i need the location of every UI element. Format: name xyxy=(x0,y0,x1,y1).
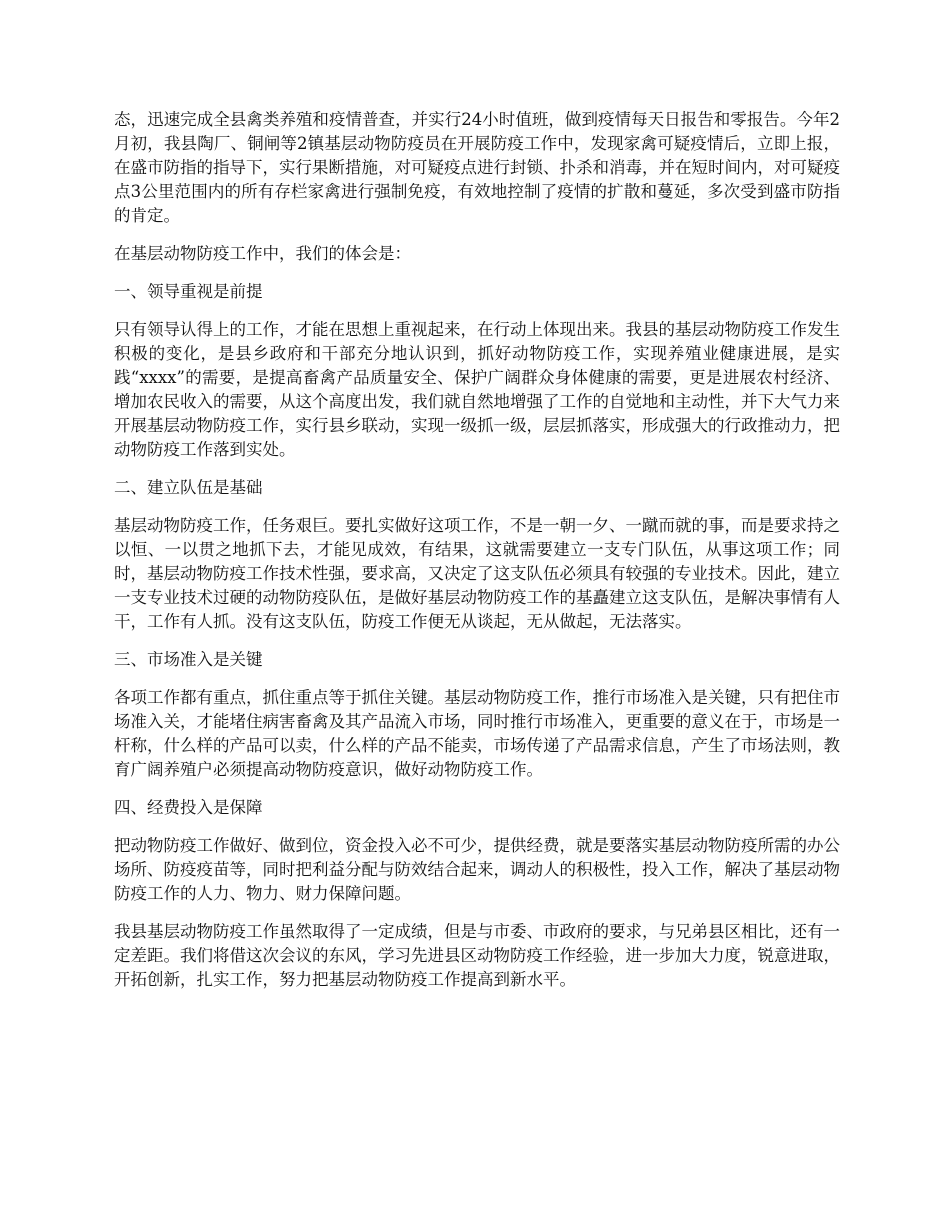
paragraph-funding: 把动物防疫工作做好、做到位，资金投入必不可少，提供经费，就是要落实基层动物防疫所需的办公场所、防疫疫苗等，同时把利益分配与防效结合起来，调动人的积极性，投入工作，解决了基层动物防疫工作的人力、物力、财力保障问题。 xyxy=(114,836,840,903)
paragraph-team: 基层动物防疫工作，任务艰巨。要扎实做好这项工作，不是一朝一夕、一蹴而就的事，而是要求持之以恒、一以贯之地抓下去，才能见成效，有结果，这就需要建立一支专门队伍，从事这项工作；同时，基层动物防疫工作技术性强，要求高，又决定了这支队伍必须具有较强的专业技术。因此，建立一支专业技术过硬的动物防疫队伍，是做好基层动物防疫工作的基矗建立这支队伍，是解决事情有人干，工作有人抓。没有这支队伍，防疫工作便无从谈起，无从做起，无法落实。 xyxy=(114,516,840,631)
heading-funding: 四、经费投入是保障 xyxy=(114,798,263,817)
heading-leadership: 一、领导重视是前提 xyxy=(114,282,263,301)
paragraph-intro-continued: 态，迅速完成全县禽类养殖和疫情普查，并实行24小时值班，做到疫情每天日报告和零报告。今年2月初，我县陶厂、铜闸等2镇基层动物防疫员在开展防疫工作中，发现家禽可疑疫情后，立即上报，在盛市防指的指导下，实行果断措施，对可疑疫点进行封锁、扑杀和消毒，并在短时间内，对可疑疫点3公里范围内的所有存栏家禽进行强制免疫，有效地控制了疫情的扩散和蔓延，多次受到盛市防指的肯定。 xyxy=(114,110,840,225)
paragraph-experience-intro: 在基层动物防疫工作中，我们的体会是： xyxy=(114,244,411,263)
paragraph-conclusion: 我县基层动物防疫工作虽然取得了一定成绩，但是与市委、市政府的要求，与兄弟县区相比，还有一定差距。我们将借这次会议的东风，学习先进县区动物防疫工作经验，进一步加大力度，锐意进取，开拓创新，扎实工作，努力把基层动物防疫工作提高到新水平。 xyxy=(114,922,840,989)
paragraph-leadership: 只有领导认得上的工作，才能在思想上重视起来，在行动上体现出来。我县的基层动物防疫工作发生积极的变化，是县乡政府和干部充分地认识到，抓好动物防疫工作，实现养殖业健康进展，是实践“xxxx”的需要，是提高畜禽产品质量安全、保护广阔群众身体健康的需要，更是进展农村经济、增加农民收入的需要，从这个高度出发，我们就自然地增强了工作的自觉地和主动性，并下大气力来开展基层动物防疫工作，实行县乡联动，实现一级抓一级，层层抓落实，形成强大的行政推动力，把动物防疫工作落到实处。 xyxy=(114,320,840,459)
heading-team: 二、建立队伍是基础 xyxy=(114,478,263,497)
paragraph-market: 各项工作都有重点，抓住重点等于抓住关键。基层动物防疫工作，推行市场准入是关键，只有把住市场准入关，才能堵住病害畜禽及其产品流入市场，同时推行市场准入，更重要的意义在于，市场是一杆称，什么样的产品可以卖，什么样的产品不能卖，市场传递了产品需求信息，产生了市场法则，教育广阔养殖户必须提高动物防疫意识，做好动物防疫工作。 xyxy=(114,688,840,779)
document-page xyxy=(114,108,840,1006)
heading-market: 三、市场准入是关键 xyxy=(114,650,263,669)
